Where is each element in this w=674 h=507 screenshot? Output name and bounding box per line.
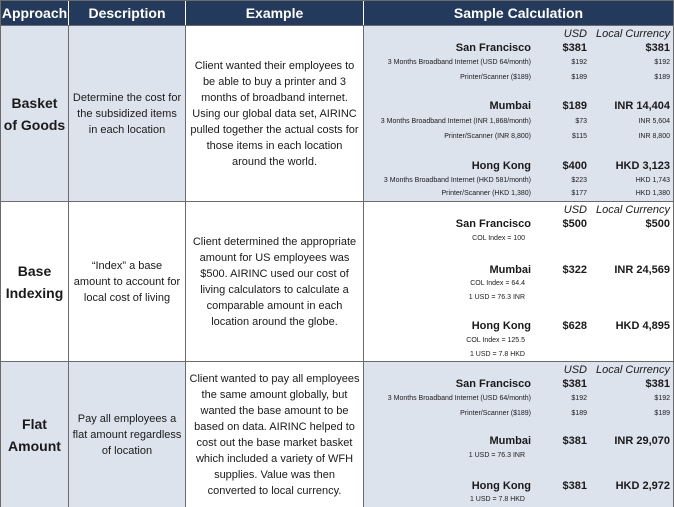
- exchange-rate-note: 1 USD = 7.8 HKD: [469, 496, 525, 503]
- city-total-local: INR 24,569: [614, 264, 670, 276]
- city-name: Hong Kong: [471, 160, 531, 172]
- approach-cell: Base Indexing: [1, 202, 69, 361]
- city-name: Hong Kong: [471, 480, 531, 492]
- city-total-local: INR 29,070: [614, 435, 670, 447]
- city-total-local: HKD 3,123: [615, 160, 670, 172]
- line-item-local: HKD 1,743: [635, 177, 670, 184]
- header-description: Description: [69, 1, 186, 25]
- sample-calculation-cell: [364, 202, 673, 361]
- line-item-local: INR 5,604: [638, 118, 670, 125]
- approach-cell: Basket of Goods: [1, 26, 69, 201]
- table-row-base-indexing: [1, 201, 673, 361]
- city-name: Mumbai: [489, 435, 531, 447]
- city-total-usd: $381: [562, 42, 587, 54]
- city-total-local: HKD 4,895: [615, 320, 670, 332]
- city-total-local: HKD 2,972: [615, 480, 670, 492]
- city-total-usd: $500: [562, 218, 587, 230]
- city-total-local: $381: [645, 378, 670, 390]
- line-item-local: $189: [654, 410, 670, 417]
- approach-cell: Flat Amount: [1, 362, 69, 507]
- table-row-basket-of-goods: [1, 25, 673, 201]
- line-item-label: Printer/Scanner ($189): [460, 410, 531, 417]
- line-item-usd: $192: [571, 395, 587, 402]
- city-total-usd: $322: [562, 264, 587, 276]
- city-total-local: INR 14,404: [614, 100, 670, 112]
- line-item-usd: $177: [571, 190, 587, 197]
- header-example: Example: [186, 1, 364, 25]
- description-cell: Determine the cost for the subsidized items in each location: [69, 26, 186, 201]
- city-name: Mumbai: [489, 264, 531, 276]
- line-item-label: 3 Months Broadband Internet (USD 64/month): [387, 395, 531, 402]
- sample-calculation-cell: [364, 362, 673, 507]
- city-total-usd: $189: [562, 100, 587, 112]
- header-sample-calculation: Sample Calculation: [364, 1, 673, 25]
- city-total-local: $500: [645, 218, 670, 230]
- example-cell: Client wanted their employees to be able to buy a printer and 3 months of broadband internet. Using our global data set, AIRINC pulled together the actual costs for those items in each location around the world.: [186, 26, 364, 201]
- usd-column-label: USD: [563, 364, 587, 376]
- line-item-label: 3 Months Broadband Internet (HKD 581/month): [383, 177, 531, 184]
- usd-column-label: USD: [563, 28, 587, 40]
- example-cell: Client determined the appropriate amount for US employees was $500. AIRINC used our cost of living calculators to calculate a comparable amount in each location around the globe.: [186, 202, 364, 361]
- city-total-usd: $381: [562, 378, 587, 390]
- line-item-label: Printer/Scanner (INR 8,800): [444, 133, 531, 140]
- col-index-note: COL Index = 100: [472, 235, 525, 242]
- col-index-note: COL Index = 64.4: [470, 280, 525, 287]
- exchange-rate-note: 1 USD = 7.8 HKD: [469, 351, 525, 358]
- line-item-usd: $189: [571, 74, 587, 81]
- exchange-rate-note: 1 USD = 76.3 INR: [468, 452, 525, 459]
- sample-calculation-cell: [364, 26, 673, 201]
- line-item-label: Printer/Scanner ($189): [460, 74, 531, 81]
- line-item-label: Printer/Scanner (HKD 1,380): [441, 190, 531, 197]
- line-item-usd: $115: [571, 133, 587, 140]
- line-item-usd: $73: [575, 118, 587, 125]
- local-currency-column-label: Local Currency: [596, 204, 670, 216]
- line-item-local: HKD 1,380: [635, 190, 670, 197]
- line-item-label: 3 Months Broadband Internet (INR 1,868/month): [380, 118, 531, 125]
- city-total-local: $381: [645, 42, 670, 54]
- description-cell: Pay all employees a flat amount regardless of location: [69, 362, 186, 507]
- header-approach: Approach: [1, 1, 69, 25]
- city-name: San Francisco: [455, 378, 531, 390]
- city-total-usd: $628: [562, 320, 587, 332]
- city-name: Mumbai: [489, 100, 531, 112]
- city-total-usd: $381: [562, 435, 587, 447]
- city-name: San Francisco: [455, 42, 531, 54]
- local-currency-column-label: Local Currency: [596, 28, 670, 40]
- line-item-local: INR 8,800: [638, 133, 670, 140]
- city-name: Hong Kong: [471, 320, 531, 332]
- line-item-local: $189: [654, 74, 670, 81]
- city-name: San Francisco: [455, 218, 531, 230]
- line-item-usd: $189: [571, 410, 587, 417]
- col-index-note: COL Index = 125.5: [466, 337, 525, 344]
- example-cell: Client wanted to pay all employees the same amount globally, but wanted the base amount to be based on data. AIRINC helped to cost out the base market basket which included a variety of WFH supplies. Value was then converted to local currency.: [186, 362, 364, 507]
- city-total-usd: $381: [562, 480, 587, 492]
- description-cell: “Index” a base amount to account for local cost of living: [69, 202, 186, 361]
- local-currency-column-label: Local Currency: [596, 364, 670, 376]
- city-total-usd: $400: [562, 160, 587, 172]
- line-item-label: 3 Months Broadband Internet (USD 64/month): [387, 59, 531, 66]
- line-item-local: $192: [654, 59, 670, 66]
- exchange-rate-note: 1 USD = 76.3 INR: [468, 294, 525, 301]
- line-item-local: $192: [654, 395, 670, 402]
- line-item-usd: $192: [571, 59, 587, 66]
- usd-column-label: USD: [563, 204, 587, 216]
- line-item-usd: $223: [571, 177, 587, 184]
- table-row-flat-amount: [1, 361, 673, 507]
